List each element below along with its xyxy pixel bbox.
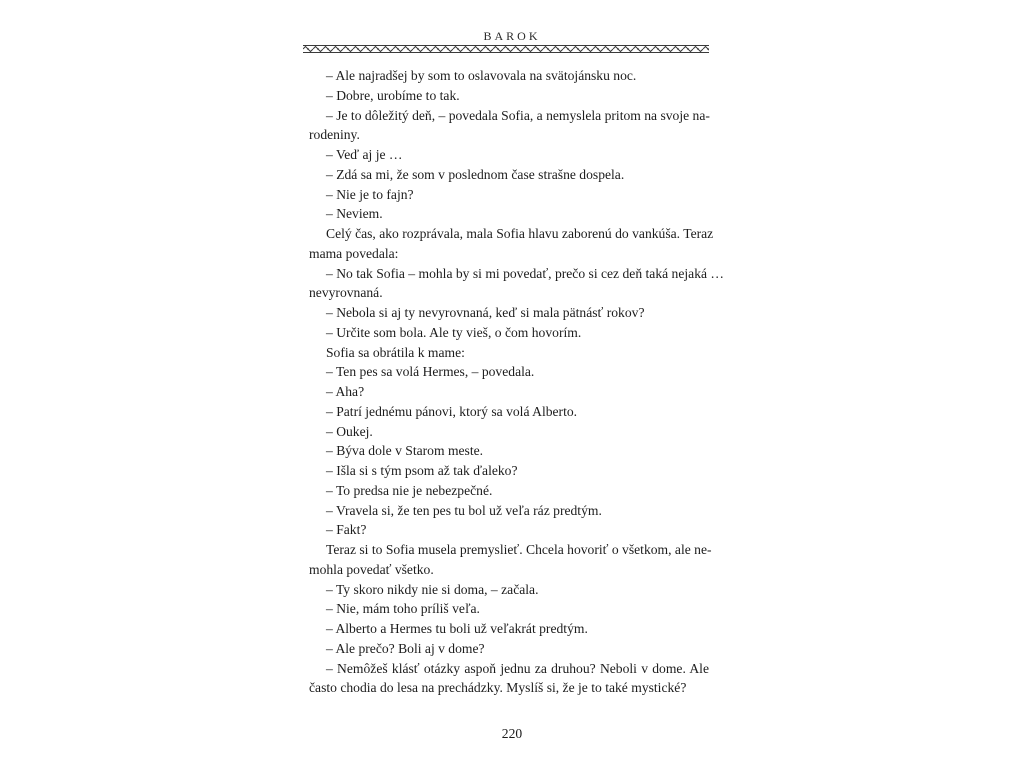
text-line: nevyrovnaná. <box>309 285 383 301</box>
text-line: – Nie je to fajn? <box>326 186 414 202</box>
text-line: – Fakt? <box>326 522 367 538</box>
text-line: mohla povedať všetko. <box>309 561 434 577</box>
ornament-band-icon <box>303 45 709 53</box>
text-line: – To predsa nie je nebezpečné. <box>326 482 493 498</box>
text-line: – Veď aj je … <box>326 147 403 162</box>
text-line: – Dobre, urobíme to tak. <box>326 87 460 103</box>
text-line: – Je to dôležitý deň, – povedala Sofia, a nemyslela pritom na svoje na- <box>326 107 710 123</box>
text-line: – Oukej. <box>326 423 373 439</box>
text-line: – Nebola si aj ty nevyrovnaná, keď si mala pätnásť rokov? <box>326 305 645 320</box>
text-line: – Ale prečo? Boli aj v dome? <box>326 640 485 656</box>
text-line: často chodia do lesa na prechádzky. Myslíš si, že je to také mystické? <box>309 680 687 696</box>
text-line: – Išla si s tým psom až tak ďaleko? <box>326 463 518 478</box>
text-line: – Býva dole v Starom meste. <box>326 443 484 459</box>
running-head: BAROK <box>483 29 541 43</box>
text-line: – Ale najradšej by som to oslavovala na svätojánsku noc. <box>326 68 637 83</box>
text-line: – Nie, mám toho príliš veľa. <box>326 601 480 617</box>
text-line: – Ty skoro nikdy nie si doma, – začala. <box>326 581 539 597</box>
text-line: Teraz si to Sofia musela premyslieť. Chcela hovoriť o všetkom, ale ne- <box>326 542 712 557</box>
text-line: Sofia sa obrátila k mame: <box>326 344 465 360</box>
body-text <box>309 66 725 698</box>
text-line: – Ten pes sa volá Hermes, – povedala. <box>326 364 535 380</box>
page-number: 220 <box>501 726 523 741</box>
text-line: – Neviem. <box>326 206 383 222</box>
text-line: – Určite som bola. Ale ty vieš, o čom hovorím. <box>326 324 582 340</box>
text-line: – Patrí jednému pánovi, ktorý sa volá Alberto. <box>326 403 578 419</box>
text-line: – No tak Sofia – mohla by si mi povedať, prečo si cez deň taká nejaká … <box>326 265 725 281</box>
text-line: – Nemôžeš klásť otázky aspoň jednu za druhou? Neboli v dome. Ale <box>326 660 709 676</box>
text-line: – Zdá sa mi, že som v poslednom čase strašne dospela. <box>326 166 625 182</box>
text-line: – Vravela si, že ten pes tu bol už veľa ráz predtým. <box>326 502 602 518</box>
text-line: rodeniny. <box>309 127 360 143</box>
text-line: Celý čas, ako rozprávala, mala Sofia hlavu zaborenú do vankúša. Teraz <box>326 226 714 241</box>
text-line: mama povedala: <box>309 245 399 261</box>
text-line: – Aha? <box>326 384 365 399</box>
text-line: – Alberto a Hermes tu boli už veľakrát predtým. <box>326 621 588 636</box>
